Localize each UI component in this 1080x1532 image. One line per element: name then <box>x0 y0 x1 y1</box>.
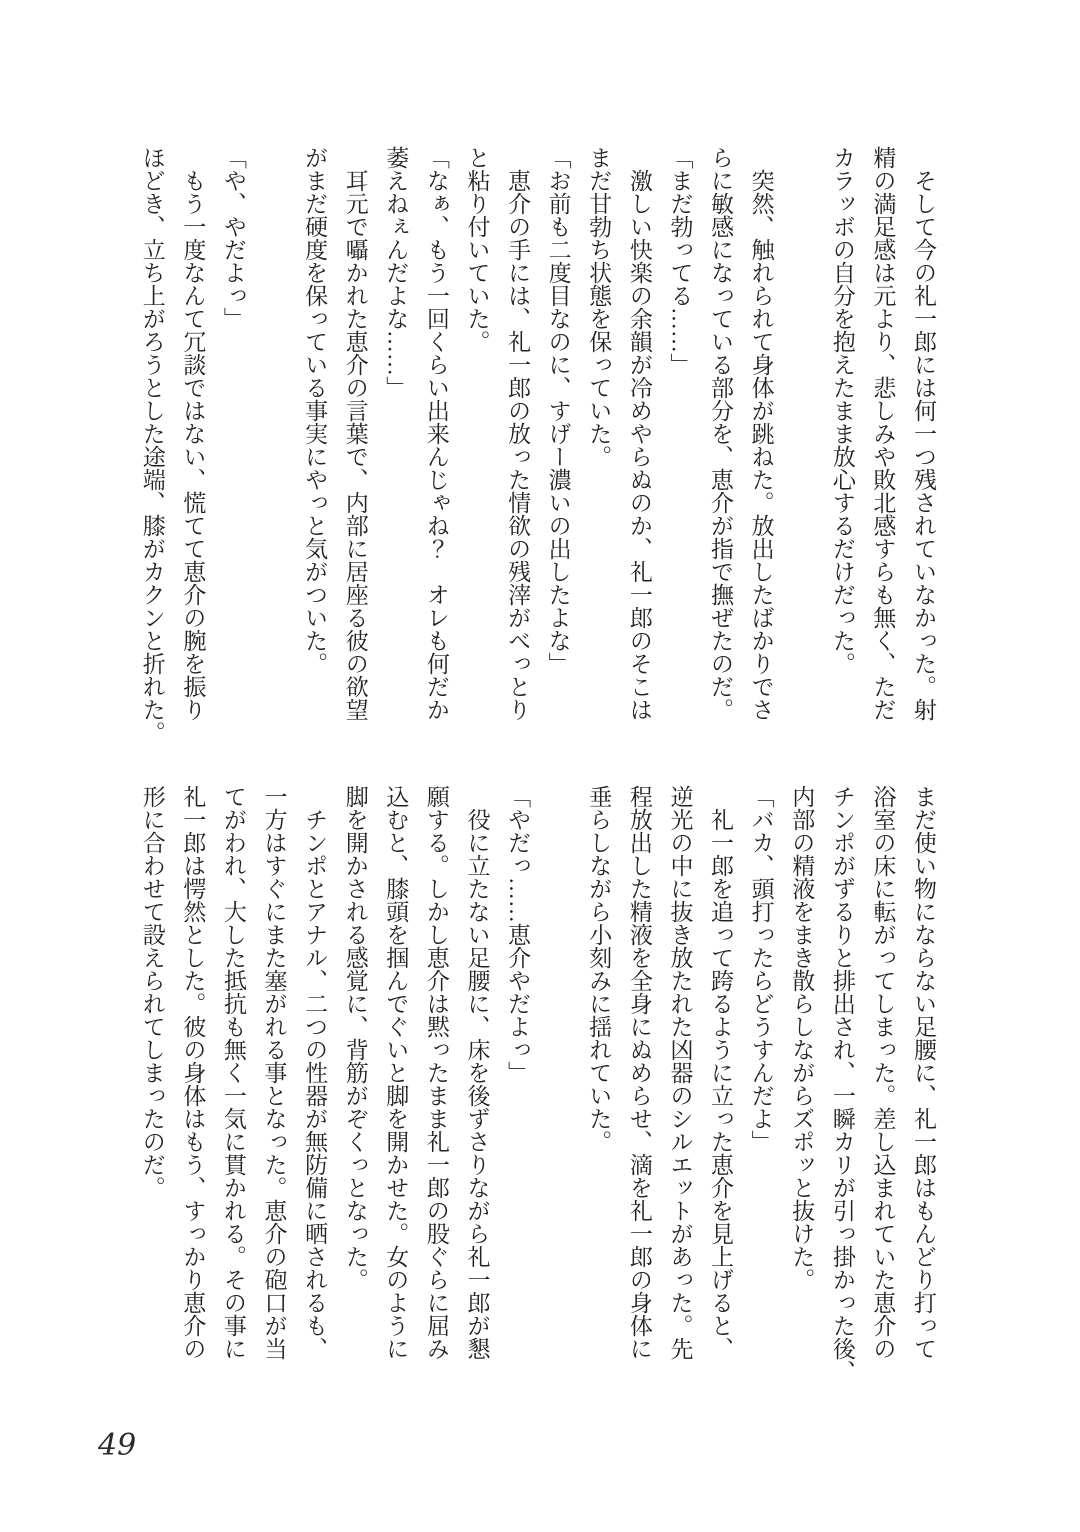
text-column: 一方はすぐにまた塞がれる事となった。恵介の砲口が当 <box>261 785 287 1360</box>
text-column: 突然、触れられて身体が跳ねた。放出したばかりでさ <box>748 146 774 721</box>
text-column: 願する。しかし恵介は黙ったまま礼一郎の股ぐらに屈み <box>423 785 449 1360</box>
text-column: 「バカ、頭打ったらどうすんだよ」 <box>748 785 774 1153</box>
text-column: 「お前も二度目なのに、すげー濃いの出したよな」 <box>545 146 571 675</box>
text-column: 内部の精液をまき散らしながらズポッと抜けた。 <box>789 785 815 1291</box>
text-column: ほどき、立ち上がろうとした途端、膝がカクンと折れた。 <box>139 146 165 744</box>
text-column: 精の満足感は元より、悲しみや敗北感すらも無く、ただ <box>870 146 896 721</box>
lower-text-block <box>131 785 943 1417</box>
text-column: 垂らしながら小刻みに揺れていた。 <box>586 785 612 1153</box>
text-column: カラッボの自分を抱えたまま放心するだけだった。 <box>829 146 855 675</box>
text-column: 恵介の手には、礼一郎の放った情欲の残滓がべっとり <box>505 146 531 721</box>
text-column: 「まだ勃ってる……」 <box>667 146 693 376</box>
text-column: そして今の礼一郎には何一つ残されていなかった。射 <box>911 146 936 721</box>
text-column: 逆光の中に抜き放たれた凶器のシルエットがあった。先 <box>667 785 693 1360</box>
text-column: 萎えねぇんだよな……」 <box>383 146 409 399</box>
text-column: チンポとアナル、二つの性器が無防備に晒されるも、 <box>302 785 328 1360</box>
text-column: 激しい快楽の余韻が冷めやらぬのか、礼一郎のそこは <box>626 146 652 721</box>
text-column: 「やだっ……恵介やだよっ」 <box>505 785 531 1084</box>
text-column: まだ甘勃ち状態を保っていた。 <box>586 146 612 468</box>
text-column: まだ使い物にならない足腰に、礼一郎はもんどり打って <box>911 785 936 1360</box>
text-column: と粘り付いていた。 <box>464 146 490 353</box>
text-column: 程放出した精液を全身にぬめらせ、滴を礼一郎の身体に <box>626 785 652 1360</box>
page-number: 49 <box>98 1428 137 1463</box>
text-column: てがわれ、大した抵抗も無く一気に貫かれる。その事に <box>220 785 246 1360</box>
text-column: がまだ硬度を保っている事実にやっと気がついた。 <box>302 146 328 675</box>
text-column: 礼一郎は愕然とした。彼の身体はもう、すっかり恵介の <box>180 785 206 1360</box>
text-column-blank <box>537 785 578 1417</box>
text-column: チンポがずるりと排出され、一瞬カリが引っ掛かった後、 <box>829 785 855 1383</box>
text-column: 込むと、膝頭を掴んでぐいと脚を開かせた。女のように <box>383 785 409 1360</box>
text-column: 「なぁ、もう一回くらい出来んじゃね？ オレも何だか <box>423 146 449 721</box>
text-column: 浴室の床に転がってしまった。差し込まれていた恵介の <box>870 785 896 1360</box>
text-column-blank <box>253 146 294 778</box>
upper-text-block <box>131 146 943 778</box>
text-column-blank <box>781 146 822 778</box>
text-column: らに敏感になっている部分を、恵介が指で撫ぜたのだ。 <box>708 146 734 721</box>
text-column: 耳元で囁かれた恵介の言葉で、内部に居座る彼の欲望 <box>342 146 368 721</box>
text-column: 「や、やだよっ」 <box>220 146 246 330</box>
text-column: 形に合わせて設えられてしまったのだ。 <box>139 785 165 1199</box>
text-column: 脚を開かされる感覚に、背筋がぞくっとなった。 <box>342 785 368 1291</box>
text-column: 礼一郎を追って跨るように立った恵介を見上げると、 <box>708 785 734 1360</box>
text-column: 役に立たない足腰に、床を後ずさりながら礼一郎が懇 <box>464 785 490 1360</box>
text-column: もう一度なんて冗談ではない、慌てて恵介の腕を振り <box>180 146 206 721</box>
